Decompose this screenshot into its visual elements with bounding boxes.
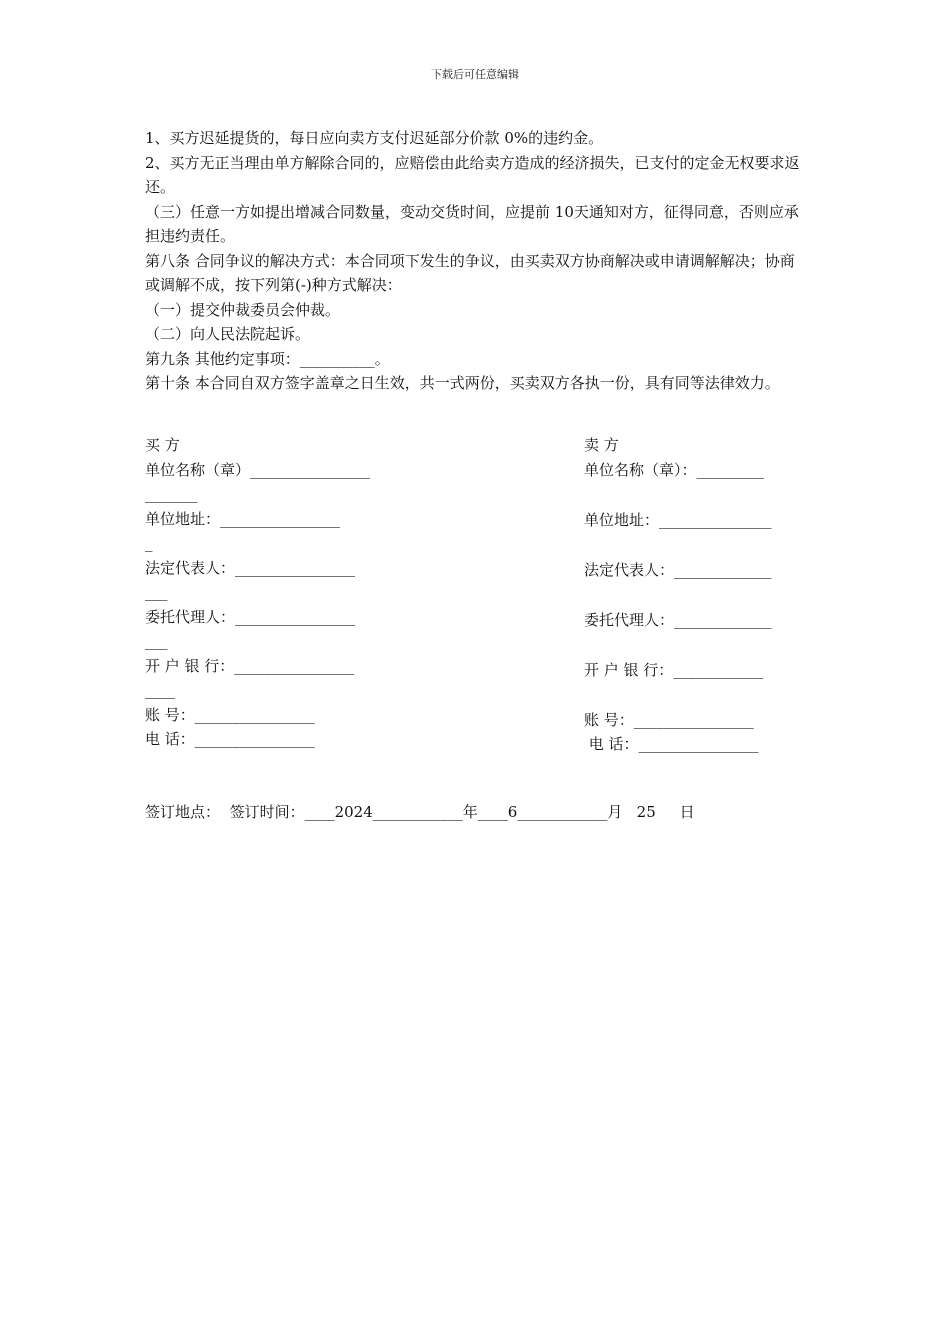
seller-bank: 开 户 银 行：____________ (584, 660, 764, 679)
buyer-agent-cont: ___ (145, 632, 168, 650)
buyer-legal-rep-cont: ___ (145, 583, 168, 601)
buyer-unit-name-cont: _______ (145, 485, 198, 503)
signing-day-unit: 日 (679, 803, 695, 821)
buyer-title: 买 方 (145, 436, 180, 454)
seller-unit-name: 单位名称（章）：_________ (584, 460, 765, 479)
seller-agent: 委托代理人：_____________ (584, 610, 772, 629)
signing-day: 25 (636, 803, 656, 821)
buyer-unit-name: 单位名称（章）________________ (145, 460, 371, 479)
clause-quantity-change: （三）任意一方如提出增减合同数量，变动交货时间，应提前 10天通知对方，征得同意，否则应承担违约责任。 (145, 202, 799, 245)
signing-month-blank: ____6____________ (477, 803, 608, 821)
seller-phone: 电 话：________________ (584, 735, 759, 753)
article-nine: 第九条 其他约定事项：__________。 (145, 349, 390, 368)
buyer-legal-rep: 法定代表人：________________ (145, 558, 356, 577)
clause-buyer-terminate: 2、买方无正当理由单方解除合同的，应赔偿由此给卖方造成的经济损失，已支付的定金无权要求返还。 (145, 153, 800, 196)
page-header: 下载后可任意编辑 (431, 68, 519, 81)
clause-buyer-delay: 1、买方迟延提货的，每日应向卖方支付迟延部分价款 0%的违约金。 (145, 129, 604, 147)
seller-legal-rep: 法定代表人：_____________ (584, 560, 772, 579)
signing-time-label: 签订时间： (229, 803, 305, 821)
buyer-column (145, 433, 465, 752)
signing-line (145, 800, 695, 824)
seller-account: 账 号：________________ (584, 710, 754, 729)
buyer-agent: 委托代理人：________________ (145, 607, 356, 626)
buyer-bank: 开 户 银 行：________________ (145, 656, 355, 675)
seller-title: 卖 方 (584, 436, 619, 454)
seller-column (584, 433, 805, 757)
option-court: （二）向人民法院起诉。 (145, 325, 311, 343)
seller-address: 单位地址：_______________ (584, 510, 772, 529)
signing-year-blank: ____2024____________ (304, 803, 463, 821)
buyer-address: 单位地址：________________ (145, 509, 341, 528)
buyer-account: 账 号：________________ (145, 705, 315, 724)
signing-year-unit: 年 (462, 803, 478, 821)
article-ten: 第十条 本合同自双方签字盖章之日生效，共一式两份，买卖双方各执一份，具有同等法律效力。 (145, 374, 780, 392)
option-arbitration: （一）提交仲裁委员会仲裁。 (145, 300, 341, 319)
buyer-phone: 电 话：________________ (145, 730, 315, 748)
signing-place-label: 签订地点： (145, 803, 221, 821)
buyer-bank-cont: ____ (145, 681, 175, 699)
contract-body (145, 126, 805, 396)
buyer-address-cont: _ (145, 534, 153, 552)
signing-month-unit: 月 (607, 803, 623, 821)
article-eight: 第八条 合同争议的解决方式：本合同项下发生的争议，由买卖双方协商解决或申请调解解决；协商或调解不成，按下列第(-)种方式解决： (145, 251, 795, 294)
